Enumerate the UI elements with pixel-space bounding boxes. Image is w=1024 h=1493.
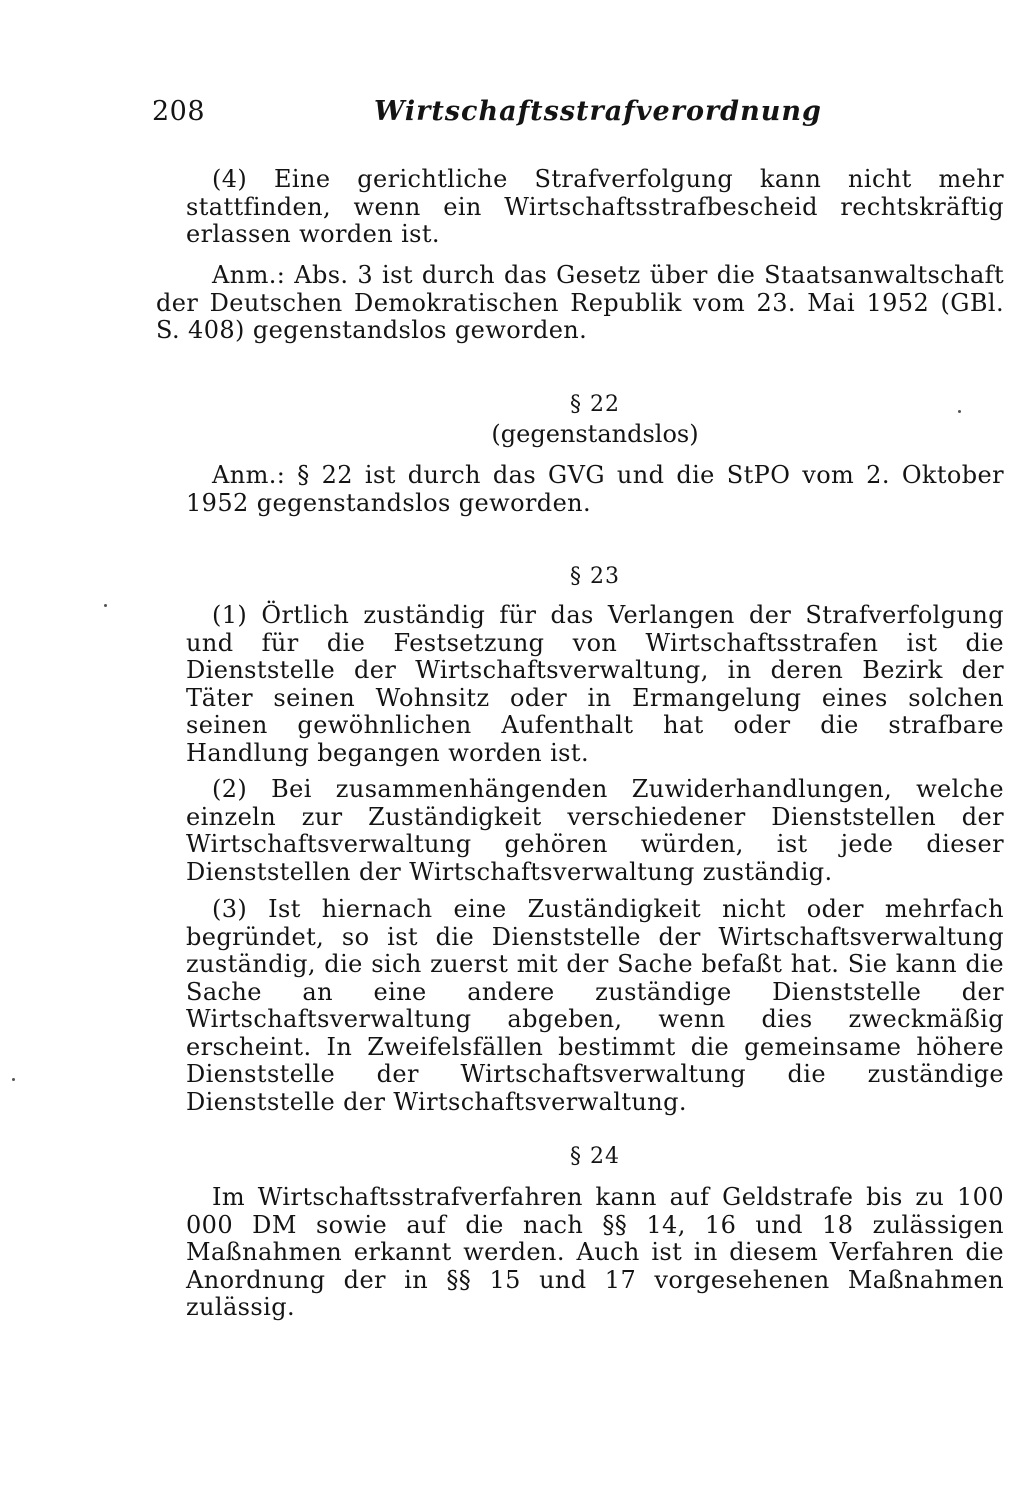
section-24-heading: § 24 <box>570 1144 620 1169</box>
paragraph-23-1: (1) Örtlich zuständig für das Verlangen der Strafverfolgung und für die Festsetzung von Wirtschaftsstrafen ist die Dienststelle der Wirtschaftsverwaltung, in deren Bezirk der Täter seinen Wohnsitz oder in Ermangelung eines solchen seinen gewöhnlichen Aufenthalt hat oder die strafbare Handlung begangen worden ist. <box>186 601 1004 767</box>
annotation-21: Anm.: Abs. 3 ist durch das Gesetz über die Staatsanwaltschaft der Deutschen Demokratischen Republik vom 23. Mai 1952 (GBl. S. 408) gegenstandslos geworden. <box>156 261 1004 344</box>
annotation-22: Anm.: § 22 ist durch das GVG und die StPO vom 2. Oktober 1952 gegenstandslos geworden. <box>186 461 1004 517</box>
paragraph-23-2: (2) Bei zusammenhängenden Zuwiderhandlungen, welche einzeln zur Zuständigkeit verschiedener Dienststellen der Wirtschaftsverwaltung gehören würden, ist jede dieser Dienststellen der Wirtschaftsverwaltung zuständig. <box>186 775 1004 886</box>
scan-speck <box>12 1078 15 1081</box>
scan-speck <box>958 410 961 413</box>
section-22-subtitle: (gegenstandslos) <box>491 420 699 448</box>
scan-speck <box>104 604 107 607</box>
section-23-heading: § 23 <box>570 564 620 589</box>
paragraph-24: Im Wirtschaftsstrafverfahren kann auf Geldstrafe bis zu 100 000 DM sowie auf die nach §§ 14, 16 und 18 zulässigen Maßnahmen erkannt werden. Auch ist in diesem Verfahren die Anordnung der in §§ 15 und 17 vorgesehenen Maßnahmen zulässig. <box>186 1183 1004 1321</box>
paragraph-21-4: (4) Eine gerichtliche Strafverfolgung kann nicht mehr stattfinden, wenn ein Wirtschaftsstrafbescheid rechtskräftig erlassen worden ist. <box>186 165 1004 248</box>
section-22-heading: § 22 <box>570 392 620 417</box>
page-header <box>152 96 852 136</box>
page-number: 208 <box>152 96 206 127</box>
paragraph-23-3: (3) Ist hiernach eine Zuständigkeit nicht oder mehrfach begründet, so ist die Dienststelle der Wirtschaftsverwaltung zuständig, die sich zuerst mit der Sache befaßt hat. Sie kann die Sache an eine andere zuständige Dienststelle der Wirtschaftsverwaltung abgeben, wenn dies zweckmäßig erscheint. In Zweifelsfällen bestimmt die gemeinsame höhere Dienststelle der Wirtschaftsverwaltung die zuständige Dienststelle der Wirtschaftsverwaltung. <box>186 895 1004 1116</box>
running-title: Wirtschaftsstrafverordnung <box>374 96 822 127</box>
